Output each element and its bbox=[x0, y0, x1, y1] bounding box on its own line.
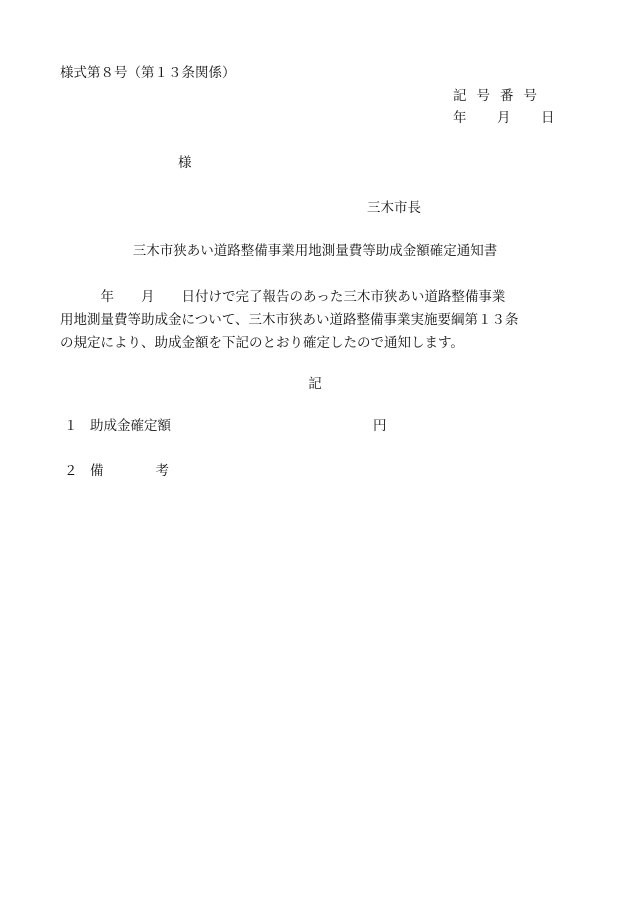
document-title: 三木市狭あい道路整備事業用地測量費等助成金額確定通知書 bbox=[132, 243, 498, 259]
body-line: 年 月 日付けで完了報告のあった三木市狭あい道路整備事業 bbox=[60, 289, 506, 305]
item-number: １ bbox=[64, 418, 78, 434]
date-day: 日 bbox=[541, 110, 555, 126]
date-year: 年 bbox=[453, 110, 467, 126]
body-text bbox=[60, 286, 560, 355]
record-date-label bbox=[453, 112, 555, 126]
sender-name: 三木市長 bbox=[367, 200, 421, 216]
item-number: ２ bbox=[64, 463, 78, 479]
form-label: 様式第８号（第１３条関係） bbox=[60, 65, 236, 81]
record-number-label: 記号番号 bbox=[453, 88, 547, 104]
item-label-remarks: 備考 bbox=[90, 463, 221, 479]
item-label-grant-amount: 助成金確定額 bbox=[90, 418, 171, 434]
ki-heading: 記 bbox=[308, 376, 322, 392]
addressee-suffix: 様 bbox=[178, 155, 192, 171]
date-month: 月 bbox=[497, 110, 511, 126]
body-line: 用地測量費等助成金について、三木市狭あい道路整備事業実施要綱第１３条 bbox=[60, 312, 519, 328]
body-line: の規定により、助成金額を下記のとおり確定したので通知します。 bbox=[60, 335, 464, 351]
item-unit-yen: 円 bbox=[373, 418, 387, 434]
